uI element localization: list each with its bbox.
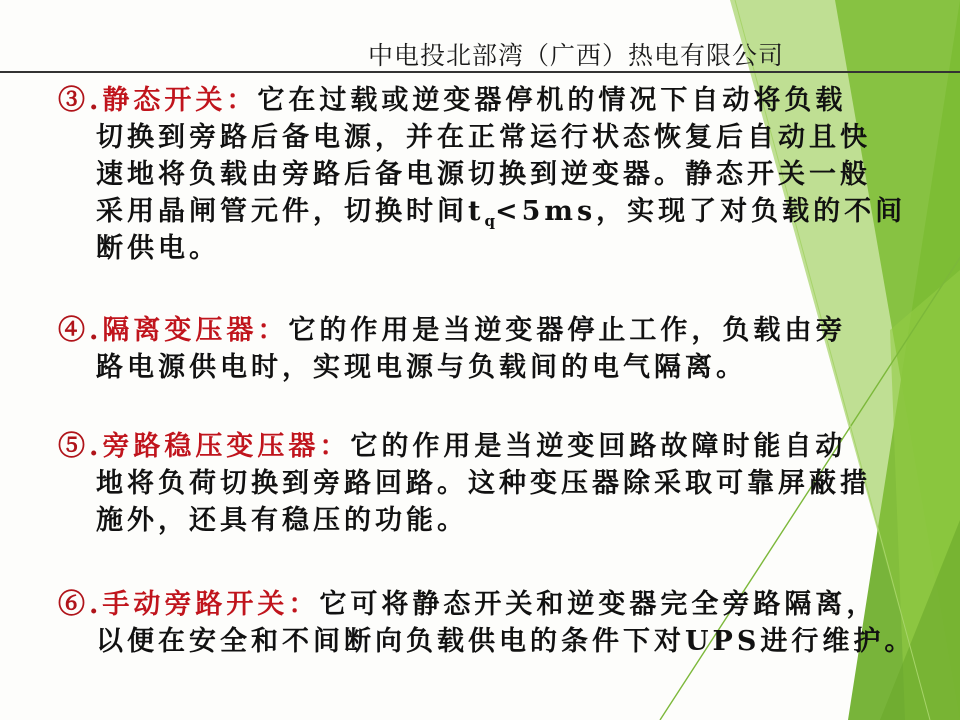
item-text: 它可将静态开关和逆变器完全旁路隔离，: [319, 589, 878, 620]
item-text: 速地将负载由旁路后备电源切换到逆变器。静态开关一般: [96, 159, 871, 190]
item-number: ⑤.: [58, 431, 103, 462]
header-divider: [0, 71, 960, 73]
item-text: 它的作用是当逆变回路故障时能自动: [350, 431, 847, 462]
item-isolation-transformer: [58, 312, 903, 386]
item-term: 静态开关：: [102, 85, 258, 116]
item-text: <5ms，实现了对负载的不间: [494, 196, 907, 227]
item-number: ⑥.: [58, 589, 103, 620]
item-bypass-regulator: [58, 428, 903, 539]
item-text: 它的作用是当逆变器停止工作，负载由旁: [288, 315, 847, 346]
item-text: 它在过载或逆变器停机的情况下自动将负载: [257, 85, 847, 116]
item-term: 旁路稳压变压器：: [102, 431, 351, 462]
item-text: 切换到旁路后备电源，并在正常运行状态恢复后自动且快: [96, 122, 871, 153]
subscript: q: [484, 212, 495, 230]
item-text: 路电源供电时，实现电源与负载间的电气隔离。: [96, 352, 747, 383]
item-text: 施外，还具有稳压的功能。: [96, 505, 468, 536]
item-number: ③.: [58, 85, 103, 116]
item-number: ④.: [58, 315, 103, 346]
item-term: 手动旁路开关：: [102, 589, 320, 620]
item-text: 断供电。: [96, 233, 220, 264]
item-term: 隔离变压器：: [102, 315, 289, 346]
item-text: 采用晶闸管元件，切换时间t: [96, 196, 485, 227]
item-manual-bypass-switch: [58, 586, 916, 660]
item-text: 地将负荷切换到旁路回路。这种变压器除采取可靠屏蔽措: [96, 468, 871, 499]
item-static-switch: [58, 82, 907, 267]
company-header: 中电投北部湾（广西）热电有限公司: [368, 41, 785, 70]
item-text: 以便在安全和不间断向负载供电的条件下对UPS进行维护。: [96, 626, 916, 657]
